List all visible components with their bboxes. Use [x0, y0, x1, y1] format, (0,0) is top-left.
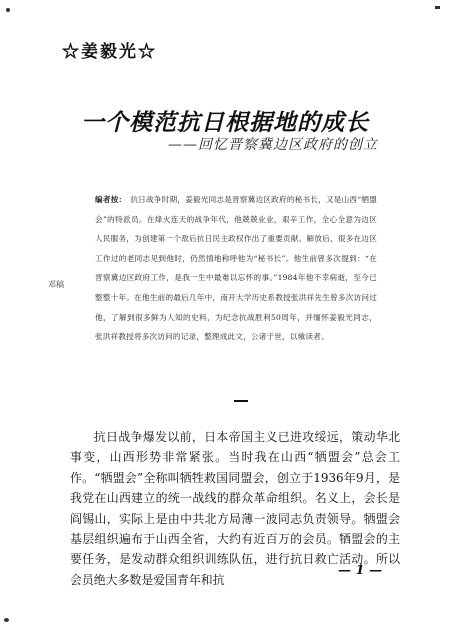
article-subtitle: ——回忆晋察冀边区政府的创立 — [168, 137, 378, 153]
page-number: — 1 — — [338, 563, 383, 578]
scan-speck — [4, 618, 9, 622]
editor-note — [95, 190, 377, 347]
scan-speck — [435, 6, 440, 9]
editor-note-label: 编者按： — [95, 195, 127, 204]
margin-stamp: 邓稿 — [48, 280, 64, 289]
section-divider — [234, 400, 248, 402]
article-title: 一个模范抗日根据地的成长 — [81, 109, 369, 136]
body-paragraph: 抗日战争爆发以前，日本帝国主义已进攻绥远，策动华北事变，山西形势非常紧张。当时我在山西“牺盟会”总会工作。“牺盟会”全称叫牺牲救国同盟会，创立于1936年9月，是我党在山西建立的统一战线的群众革命组织。名义上，会长是阎锡山，实际上是由中共北方局薄一波同志负责领导。牺盟会基层组织遍布于山西全省，大约有近百万的会员。牺盟会的主要任务，是发动群众组织训练队伍，进行抗日救亡活动。所以会员绝大多数是爱国青年和抗 — [70, 430, 400, 587]
author-name: ☆姜毅光☆ — [62, 42, 157, 62]
editor-note-text: 抗日战争时期，姜毅光同志是晋察冀边区政府的秘书长，又是山西“牺盟会”的特派员。在烽火连天的战争年代，他兢兢业业，艰辛工作，全心全意为边区人民服务，为创建第一个敌后抗日民主政权作出了重要贡献。解放后，很多在边区工作过的老同志见到他时，仍然情地称呼他为“秘书长”。他生前曾多次提到：“在晋察冀边区政府工作，是我一生中最难以忘怀的事。”1984年他不幸病逝，至今已整整十年。在他生前的最后几年中，南开大学历史系教授张洪祥先生曾多次访问过他，了解到很多鲜为人知的史料，为纪念抗战胜利50周年，并缅怀姜毅光同志，张洪祥教授将多次访问的记录，整理成此文，公诸于世，以飨读者。 — [95, 195, 377, 342]
scan-speck — [6, 8, 10, 12]
